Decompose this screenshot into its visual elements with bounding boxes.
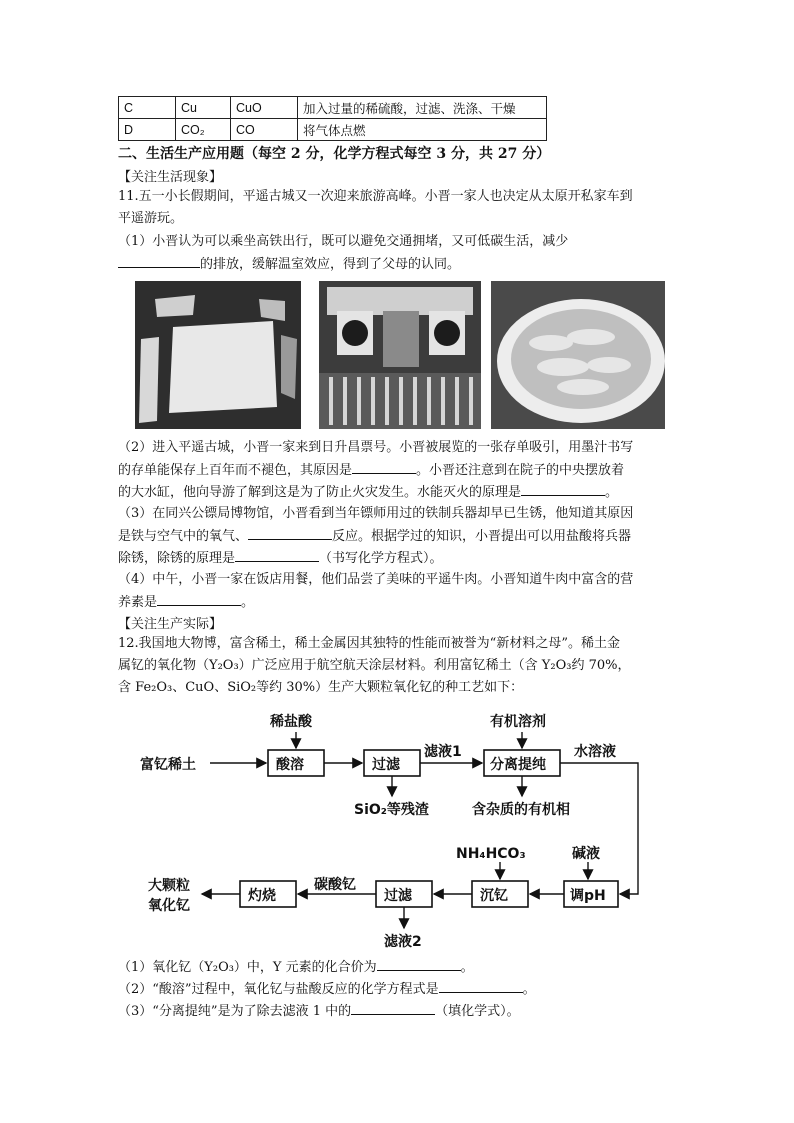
photo-deposit-receipt (135, 281, 301, 429)
q11-part1-line2 (118, 253, 678, 276)
label-raw-material: 富钇稀土 (140, 757, 196, 773)
text: （2）“酸溶”过程中，氧化钇与盐酸反应的化学方程式是 (118, 982, 439, 997)
q11-part2-line2 (118, 459, 678, 482)
label-yttrium-carbonate: 碳酸钇 (314, 877, 356, 893)
section-title: 二、生活生产应用题（每空 2 分，化学方程式每空 3 分，共 27 分） (118, 146, 551, 162)
text: 的大水缸，他向导游了解到这是为了防止火灾发生。水能灭火的原理是 (118, 485, 522, 500)
label-organic-solvent: 有机溶剂 (490, 714, 546, 730)
table-row (119, 97, 547, 119)
process-flow-diagram (118, 700, 678, 952)
box-label: 过滤 (372, 757, 400, 773)
text: （书写化学方程式）。 (319, 551, 443, 566)
arrow (560, 763, 638, 894)
q11-part4-line1: （4）中午，小晋一家在饭店用餐，他们品尝了美味的平遥牛肉。小晋知道牛肉中富含的营 (118, 572, 634, 587)
answer-blank[interactable] (248, 525, 332, 540)
box-label: 调pH (570, 888, 606, 904)
answer-blank[interactable] (118, 253, 200, 268)
label-filtrate-2: 滤液2 (384, 934, 422, 950)
label-residue: SiO₂等残渣 (354, 802, 429, 818)
q11-part3-line3 (118, 547, 678, 570)
answer-blank[interactable] (439, 978, 523, 993)
table-row (119, 119, 547, 141)
q12-intro-line2: 属钇的氧化物（Y₂O₃）广泛应用于航空航天涂层材料。利用富钇稀土（含 Y₂O₃约 70%， (118, 658, 631, 673)
label-filtrate-1: 滤液1 (424, 744, 462, 760)
text: 反应。根据学过的知识，小晋提出可以用盐酸将兵器 (332, 529, 632, 544)
q11-part4-line2 (118, 591, 678, 614)
q11-part2-line3 (118, 481, 678, 504)
text: （1）氧化钇（Y₂O₃）中，Y 元素的化合价为 (118, 960, 377, 975)
q11-part2-line1: （2）进入平遥古城，小晋一家来到日升昌票号。小晋被展览的一张存单吸引，用墨汁书写 (118, 440, 634, 455)
box-label: 过滤 (384, 888, 412, 904)
answer-blank[interactable] (352, 459, 416, 474)
q11-part3-line2 (118, 525, 678, 548)
table-cell: 将气体点燃 (298, 119, 547, 141)
q12-sub3 (118, 1000, 678, 1023)
label-aqueous-solution: 水溶液 (574, 744, 616, 760)
text: 的存单能保存上百年而不褪色，其原因是 (118, 463, 353, 478)
photo-escort-museum (319, 281, 481, 429)
box-label: 沉钇 (480, 888, 508, 904)
table-cell: CuO (231, 97, 298, 119)
label-hydrochloric-acid: 稀盐酸 (270, 714, 312, 730)
text: 除锈，除锈的原理是 (118, 551, 236, 566)
label-ammonium-bicarbonate: NH₄HCO₃ (456, 846, 526, 862)
box-label: 酸溶 (276, 757, 304, 773)
text: （填化学式）。 (435, 1004, 520, 1019)
answer-blank[interactable] (377, 956, 461, 971)
answer-blank[interactable] (157, 591, 241, 606)
table-cell: D (119, 119, 176, 141)
box-label: 分离提纯 (490, 757, 546, 773)
photo-pingyao-beef (491, 281, 665, 429)
q11-intro-line2: 平遥游玩。 (118, 211, 184, 226)
label-organic-phase: 含杂质的有机相 (472, 802, 570, 818)
options-table (118, 96, 547, 141)
text: 。 (522, 982, 536, 997)
text: 的排放，缓解温室效应，得到了父母的认同。 (200, 257, 461, 272)
answer-blank[interactable] (521, 481, 605, 496)
q12-intro-line1: 12.我国地大物博，富含稀土，稀土金属因其独特的性能而被誉为“新材料之母”。稀土金 (118, 636, 620, 651)
table-cell: Cu (176, 97, 231, 119)
q11-part1-line1: （1）小晋认为可以乘坐高铁出行，既可以避免交通拥堵，又可低碳生活，减少 (118, 234, 569, 249)
label-product-line1: 大颗粒 (148, 878, 190, 894)
text: 养素是 (118, 595, 158, 610)
table-cell: 加入过量的稀硫酸，过滤、洗涤、干燥 (298, 97, 547, 119)
text: 是铁与空气中的氧气、 (118, 529, 249, 544)
section-tag-production: 【关注生产实际】 (118, 617, 223, 632)
text: 。 (460, 960, 474, 975)
label-alkali-solution: 碱液 (572, 846, 600, 862)
answer-blank[interactable] (235, 547, 319, 562)
section-tag-life: 【关注生活现象】 (118, 170, 223, 185)
box-label: 灼烧 (248, 888, 276, 904)
text: （3）“分离提纯”是为了除去滤液 1 中的 (118, 1004, 352, 1019)
q11-intro-line1: 11.五一小长假期间，平遥古城又一次迎来旅游高峰。小晋一家人也决定从太原开私家车到 (118, 189, 633, 204)
table-cell: CO₂ (176, 119, 231, 141)
q12-intro-line3: 含 Fe₂O₃、CuO、SiO₂等约 30%）生产大颗粒氧化钇的种工艺如下： (118, 680, 524, 695)
table-cell: CO (231, 119, 298, 141)
q12-sub2 (118, 978, 678, 1001)
q11-part3-line1: （3）在同兴公镖局博物馆，小晋看到当年镖师用过的铁制兵器却早已生锈，他知道其原因 (118, 506, 634, 521)
text: 。 (605, 485, 619, 500)
q12-sub1 (118, 956, 678, 979)
label-product-line2: 氧化钇 (148, 898, 190, 914)
text: 。小晋还注意到在院子的中央摆放着 (416, 463, 625, 478)
table-cell: C (119, 97, 176, 119)
answer-blank[interactable] (351, 1000, 435, 1015)
text: 。 (241, 595, 255, 610)
